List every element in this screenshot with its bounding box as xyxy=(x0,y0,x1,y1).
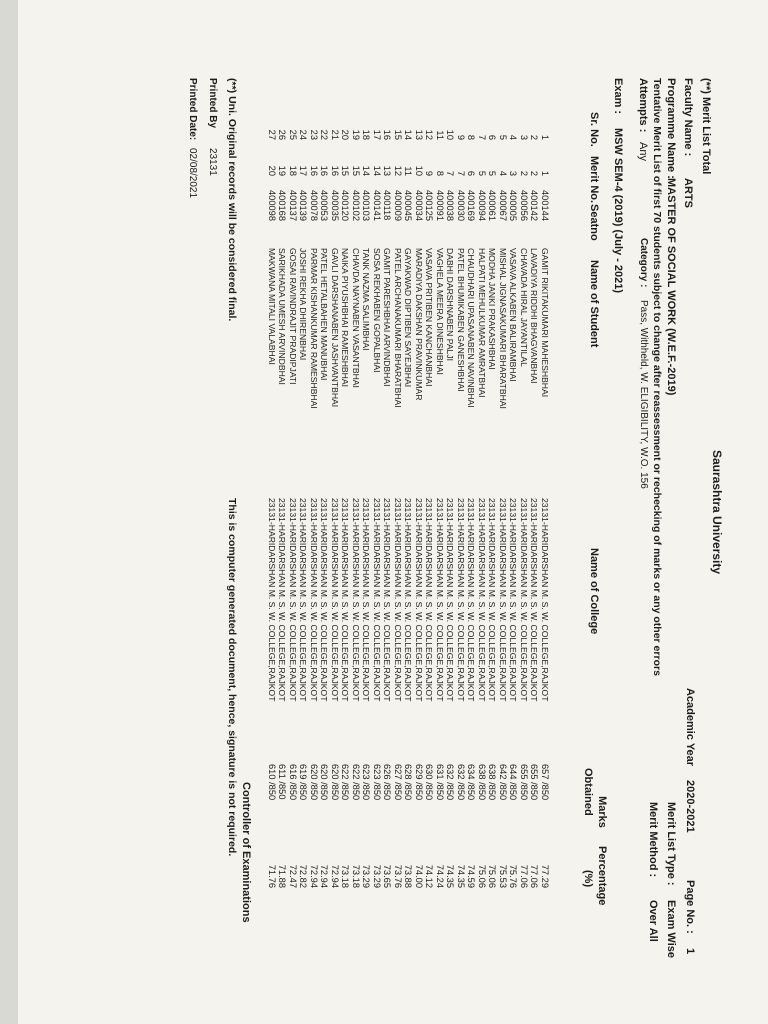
merit-list-type-value: Exam Wise xyxy=(665,900,677,958)
exam-label: Exam : xyxy=(612,78,624,115)
seat-no: 400094 xyxy=(477,190,487,222)
merit-no: 11 xyxy=(403,166,414,176)
college-name: 23131-HARIDARSHAN M. S. W. COLLEGE,RAJKOT xyxy=(466,498,477,702)
percentage: 73.29 xyxy=(361,864,372,888)
merit-method-value: Over All xyxy=(647,900,659,942)
seat-no: 400102 xyxy=(351,190,361,222)
merit-no: 2 xyxy=(519,170,529,176)
printed-date-label: Printed Date: xyxy=(187,78,198,141)
marks-obtained: 628 /850 xyxy=(403,764,414,801)
percentage: 75.06 xyxy=(487,864,498,888)
seat-no: 400035 xyxy=(330,190,340,222)
college-name: 23131-HARIDARSHAN M. S. W. COLLEGE,RAJKOT xyxy=(267,498,277,702)
col-student-name: Name of Student xyxy=(588,260,600,348)
percentage: 72.47 xyxy=(288,864,298,888)
student-name: MISHAL JIGNASAKUMARI BHARATBHAI xyxy=(498,248,508,409)
sr-no: 7 xyxy=(477,134,487,140)
faculty-value: ARTS xyxy=(682,178,694,208)
student-name: PATEL HETALBAHEN MANUBHAI xyxy=(319,248,330,381)
sr-no: 13 xyxy=(414,129,424,140)
sr-no: 15 xyxy=(393,129,403,140)
marks-obtained: 630 /850 xyxy=(424,764,435,801)
col-sr-no: Sr. No. xyxy=(588,112,600,147)
college-name: 23131-HARIDARSHAN M. S. W. COLLEGE,RAJKOT xyxy=(382,498,393,702)
col-percentage-line1: Percentage xyxy=(596,846,608,906)
student-name: SOSA REKHABEN GOPALBHAI xyxy=(372,248,382,373)
academic-year-value: 2020-2021 xyxy=(684,780,696,833)
merit-no: 16 xyxy=(330,165,340,176)
printed-date-value: 02/08/2021 xyxy=(187,148,198,199)
merit-no: 12 xyxy=(393,165,403,176)
merit-no: 6 xyxy=(466,170,477,176)
col-marks-line1: Marks xyxy=(596,796,608,828)
merit-no: 14 xyxy=(361,165,372,176)
seat-no: 400030 xyxy=(456,190,466,222)
sr-no: 26 xyxy=(277,129,288,140)
seat-no: 400061 xyxy=(487,190,498,222)
student-name: GAMIT RIKITAKUMARI MAHESHBHAI xyxy=(540,248,550,398)
merit-no: 2 xyxy=(529,170,540,176)
merit-method-label: Merit Method : xyxy=(647,802,659,878)
seat-no: 400141 xyxy=(372,190,382,222)
merit-no: 4 xyxy=(498,170,508,176)
merit-no: 7 xyxy=(456,170,466,176)
seat-no: 400142 xyxy=(529,190,540,222)
merit-list-type-label: Merit List Type : xyxy=(665,802,677,886)
college-name: 23131-HARIDARSHAN M. S. W. COLLEGE,RAJKOT xyxy=(319,498,330,702)
student-name: SARIKHADA UMESH ARVINDBHAI xyxy=(277,248,288,385)
col-marks-line2: Obtained xyxy=(582,768,594,816)
marks-obtained: 623 /850 xyxy=(372,764,382,801)
attempts-label: Attempts : xyxy=(637,78,649,133)
university-name: Saurashtra University xyxy=(710,449,724,575)
sr-no: 18 xyxy=(361,129,372,140)
seat-no: 400098 xyxy=(267,190,277,222)
marks-obtained: 644 /850 xyxy=(508,764,519,801)
college-name: 23131-HARIDARSHAN M. S. W. COLLEGE,RAJKOT xyxy=(372,498,382,702)
marks-obtained: 620 /850 xyxy=(330,764,340,801)
marks-obtained: 616 /850 xyxy=(288,764,298,801)
student-name: TANK NAZMA SALIMBHAI xyxy=(361,248,372,351)
marks-obtained: 638 /850 xyxy=(477,764,487,801)
sr-no: 27 xyxy=(267,129,277,140)
col-college-name: Name of College xyxy=(588,548,600,635)
col-merit-no: Merit No. xyxy=(588,156,600,204)
seat-no: 400169 xyxy=(466,190,477,222)
percentage: 74.35 xyxy=(456,864,466,888)
seat-no: 400103 xyxy=(361,190,372,222)
computer-generated-note: This is computer generated document, hence, signature is not required. xyxy=(226,498,238,857)
college-name: 23131-HARIDARSHAN M. S. W. COLLEGE,RAJKOT xyxy=(340,498,351,702)
marks-obtained: 631 /850 xyxy=(435,764,445,801)
marks-obtained: 627 /850 xyxy=(393,764,403,801)
percentage: 74.59 xyxy=(466,864,477,888)
college-name: 23131-HARIDARSHAN M. S. W. COLLEGE,RAJKOT xyxy=(403,498,414,702)
seat-no: 400056 xyxy=(519,190,529,222)
college-name: 23131-HARIDARSHAN M. S. W. COLLEGE,RAJKOT xyxy=(477,498,487,702)
category-value: Pass, Withheld, W. ELIGIBILITY, W.O. 156 xyxy=(638,300,649,489)
seat-no: 400005 xyxy=(508,190,519,222)
merit-no: 1 xyxy=(540,170,550,176)
student-name: DABHI DARSHNABEN PALJI xyxy=(445,248,456,362)
sr-no: 22 xyxy=(319,129,330,140)
student-name: CHAVADA HIRAL JAYANTILAL xyxy=(519,248,529,367)
merit-no: 19 xyxy=(277,165,288,176)
student-name: CHAUDHARI UPASANABEN NAVINBHAI xyxy=(466,248,477,408)
merit-no: 7 xyxy=(445,170,456,176)
marks-obtained: 638 /850 xyxy=(487,764,498,801)
student-name: VASAVA PRITIBEN KANCHANBHAI xyxy=(424,248,435,387)
percentage: 74.12 xyxy=(424,864,435,888)
programme-label: Programme Name : xyxy=(665,78,677,179)
percentage: 72.82 xyxy=(298,864,309,888)
printed-by-value: 23131 xyxy=(207,148,218,176)
seat-no: 400118 xyxy=(382,190,393,221)
merit-list-total: (**) Merit List Total xyxy=(700,78,712,175)
college-name: 23131-HARIDARSHAN M. S. W. COLLEGE,RAJKOT xyxy=(540,498,550,702)
student-name: VAGHELA MEERA DINESHBHAI xyxy=(435,248,445,375)
percentage: 72.94 xyxy=(319,864,330,888)
merit-no: 3 xyxy=(508,170,519,176)
printed-by-label: Printed By xyxy=(207,78,218,129)
college-name: 23131-HARIDARSHAN M. S. W. COLLEGE,RAJKOT xyxy=(456,498,466,702)
percentage: 74.35 xyxy=(445,864,456,888)
marks-obtained: 655 /850 xyxy=(519,764,529,801)
college-name: 23131-HARIDARSHAN M. S. W. COLLEGE,RAJKOT xyxy=(361,498,372,702)
merit-no: 10 xyxy=(414,165,424,176)
exam-value: MSW SEM-4 (2019) (July - 2021) xyxy=(612,128,624,294)
percentage: 75.06 xyxy=(477,864,487,888)
marks-obtained: 620 /850 xyxy=(309,764,319,801)
college-name: 23131-HARIDARSHAN M. S. W. COLLEGE,RAJKOT xyxy=(435,498,445,702)
sr-no: 9 xyxy=(456,134,466,140)
seat-no: 400168 xyxy=(277,190,288,222)
percentage: 74.00 xyxy=(414,864,424,888)
student-name: LAVADIYA RIDDHI BHAGVANBHAI xyxy=(529,248,540,384)
marks-obtained: 610 /850 xyxy=(267,764,277,801)
merit-no: 15 xyxy=(340,165,351,176)
sr-no: 20 xyxy=(340,129,351,140)
marks-obtained: 642 /850 xyxy=(498,764,508,801)
student-name: HALPATI MEHULKUMAR AMRATBHAI xyxy=(477,248,487,398)
student-name: MODHA JANKI PRAKASHBHAI xyxy=(487,248,498,370)
seat-no: 400053 xyxy=(319,190,330,222)
marks-obtained: 622 /850 xyxy=(340,764,351,801)
seat-no: 400139 xyxy=(298,190,309,222)
percentage: 73.18 xyxy=(340,864,351,888)
student-name: NAIKA PIYUSHBHAI RAMESHBHAI xyxy=(340,248,351,387)
college-name: 23131-HARIDARSHAN M. S. W. COLLEGE,RAJKOT xyxy=(414,498,424,702)
percentage: 73.88 xyxy=(403,864,414,888)
seat-no: 400120 xyxy=(340,190,351,222)
percentage: 72.94 xyxy=(330,864,340,888)
page-label: Page No. : xyxy=(684,880,696,934)
seat-no: 400067 xyxy=(498,190,508,222)
sr-no: 4 xyxy=(508,134,519,140)
original-records-note: (**) Uni. Original records will be considered final. xyxy=(226,78,238,322)
student-name: MARADIYA DAKSHAN PRAVINKUMAR xyxy=(414,248,424,401)
seat-no: 400078 xyxy=(309,190,319,222)
percentage: 72.94 xyxy=(309,864,319,888)
sr-no: 3 xyxy=(519,134,529,140)
merit-no: 14 xyxy=(372,165,382,176)
merit-no: 15 xyxy=(351,165,361,176)
sr-no: 10 xyxy=(445,129,456,140)
student-name: PATEL ARCHANAKUMARI BHARATBHAI xyxy=(393,248,403,408)
percentage: 77.29 xyxy=(540,864,550,888)
sr-no: 8 xyxy=(466,134,477,140)
percentage: 77.06 xyxy=(519,864,529,888)
merit-no: 5 xyxy=(487,170,498,176)
marks-obtained: 611 /850 xyxy=(277,764,288,800)
student-name: PATEL BHUMIKABEN GANESHBHAI xyxy=(456,248,466,392)
percentage: 73.76 xyxy=(393,864,403,888)
sr-no: 1 xyxy=(540,134,550,140)
percentage: 75.53 xyxy=(498,864,508,888)
col-seatno: Seatno xyxy=(588,204,600,241)
percentage: 73.18 xyxy=(351,864,361,888)
seat-no: 400009 xyxy=(393,190,403,222)
college-name: 23131-HARIDARSHAN M. S. W. COLLEGE,RAJKOT xyxy=(298,498,309,702)
merit-no: 17 xyxy=(298,165,309,176)
sr-no: 14 xyxy=(403,129,414,140)
sr-no: 23 xyxy=(309,129,319,140)
college-name: 23131-HARIDARSHAN M. S. W. COLLEGE,RAJKOT xyxy=(351,498,361,702)
marks-obtained: 655 /850 xyxy=(529,764,540,801)
academic-year-label: Academic Year xyxy=(684,688,696,767)
college-name: 23131-HARIDARSHAN M. S. W. COLLEGE,RAJKOT xyxy=(487,498,498,702)
college-name: 23131-HARIDARSHAN M. S. W. COLLEGE,RAJKOT xyxy=(288,498,298,702)
sr-no: 16 xyxy=(382,129,393,140)
student-name: MAKWANA MITALI VALABHAI xyxy=(267,248,277,365)
student-name: JOSHI REKHA DHIRENBHAI xyxy=(298,248,309,361)
college-name: 23131-HARIDARSHAN M. S. W. COLLEGE,RAJKOT xyxy=(277,498,288,702)
programme-value: MASTER OF SOCIAL WORK (W.E.F.-2019) xyxy=(665,178,677,396)
student-name: GAVLI DARSHANABEN JASHVANTBHAI xyxy=(330,248,340,408)
percentage: 73.29 xyxy=(372,864,382,888)
category-label: Category : xyxy=(638,238,649,288)
seat-no: 400137 xyxy=(288,190,298,222)
college-name: 23131-HARIDARSHAN M. S. W. COLLEGE,RAJKOT xyxy=(498,498,508,702)
faculty-label: Faculty Name : xyxy=(682,78,694,157)
sr-no: 21 xyxy=(330,129,340,140)
college-name: 23131-HARIDARSHAN M. S. W. COLLEGE,RAJKOT xyxy=(393,498,403,702)
tentative-note: Tentative Merit List of first 70 students subject to change after reassessment or rechecking of marks or any other errors xyxy=(651,78,663,676)
sr-no: 2 xyxy=(529,134,540,140)
merit-no: 20 xyxy=(267,165,277,176)
student-name: GAMIT PARESHBHAI ARVINDBHAI xyxy=(382,248,393,387)
merit-no: 13 xyxy=(382,165,393,176)
sr-no: 5 xyxy=(498,134,508,140)
merit-list-sheet xyxy=(18,0,768,1024)
seat-no: 400091 xyxy=(435,190,445,222)
seat-no: 400125 xyxy=(424,190,435,222)
seat-no: 400034 xyxy=(414,190,424,222)
merit-no: 9 xyxy=(424,170,435,176)
marks-obtained: 629 /850 xyxy=(414,764,424,801)
seat-no: 400045 xyxy=(403,190,414,222)
college-name: 23131-HARIDARSHAN M. S. W. COLLEGE,RAJKOT xyxy=(330,498,340,702)
marks-obtained: 623 /850 xyxy=(361,764,372,801)
marks-obtained: 626 /850 xyxy=(382,764,393,801)
student-name: GAYAKWAD DIPTIBEN SAYEJBHAI xyxy=(403,248,414,388)
marks-obtained: 657 /850 xyxy=(540,764,550,801)
percentage: 71.88 xyxy=(277,864,288,888)
attempts-value: Any xyxy=(637,142,649,161)
marks-obtained: 632 /850 xyxy=(456,764,466,801)
page-value: 1 xyxy=(684,948,696,955)
sr-no: 12 xyxy=(424,129,435,140)
sr-no: 6 xyxy=(487,134,498,140)
college-name: 23131-HARIDARSHAN M. S. W. COLLEGE,RAJKOT xyxy=(529,498,540,702)
seat-no: 400144 xyxy=(540,190,550,222)
percentage: 74.24 xyxy=(435,864,445,888)
sr-no: 19 xyxy=(351,129,361,140)
sr-no: 11 xyxy=(435,130,445,140)
col-percentage-line2: (%) xyxy=(582,870,594,888)
marks-obtained: 620 /850 xyxy=(319,764,330,801)
marks-obtained: 632 /850 xyxy=(445,764,456,801)
college-name: 23131-HARIDARSHAN M. S. W. COLLEGE,RAJKOT xyxy=(508,498,519,702)
student-name: PARMAR KISHANKUMAR RAMESHBHAI xyxy=(309,248,319,409)
sr-no: 17 xyxy=(372,129,382,140)
controller-signature-label: Controller of Examinations xyxy=(240,782,252,923)
percentage: 75.76 xyxy=(508,864,519,888)
college-name: 23131-HARIDARSHAN M. S. W. COLLEGE,RAJKOT xyxy=(309,498,319,702)
merit-no: 16 xyxy=(319,165,330,176)
document-page xyxy=(18,0,768,1024)
merit-no: 16 xyxy=(309,165,319,176)
student-name: CHAVDA NAYNABEN VASANTBHAI xyxy=(351,248,361,388)
seat-no: 400038 xyxy=(445,190,456,222)
marks-obtained: 619 /850 xyxy=(298,764,309,801)
percentage: 73.65 xyxy=(382,864,393,888)
student-name: VASAVA ALKABEN BALIRAMBHAI xyxy=(508,248,519,382)
marks-obtained: 622 /850 xyxy=(351,764,361,801)
college-name: 23131-HARIDARSHAN M. S. W. COLLEGE,RAJKOT xyxy=(424,498,435,702)
percentage: 77.06 xyxy=(529,864,540,888)
college-name: 23131-HARIDARSHAN M. S. W. COLLEGE,RAJKOT xyxy=(445,498,456,702)
merit-no: 5 xyxy=(477,170,487,176)
merit-no: 8 xyxy=(435,170,445,176)
percentage: 71.76 xyxy=(267,864,277,888)
sr-no: 25 xyxy=(288,129,298,140)
college-name: 23131-HARIDARSHAN M. S. W. COLLEGE,RAJKOT xyxy=(519,498,529,702)
sr-no: 24 xyxy=(298,129,309,140)
student-name: GOSAI RAVINDRAJIT PRADIPJATI xyxy=(288,248,298,385)
merit-no: 18 xyxy=(288,165,298,176)
marks-obtained: 634 /850 xyxy=(466,764,477,801)
